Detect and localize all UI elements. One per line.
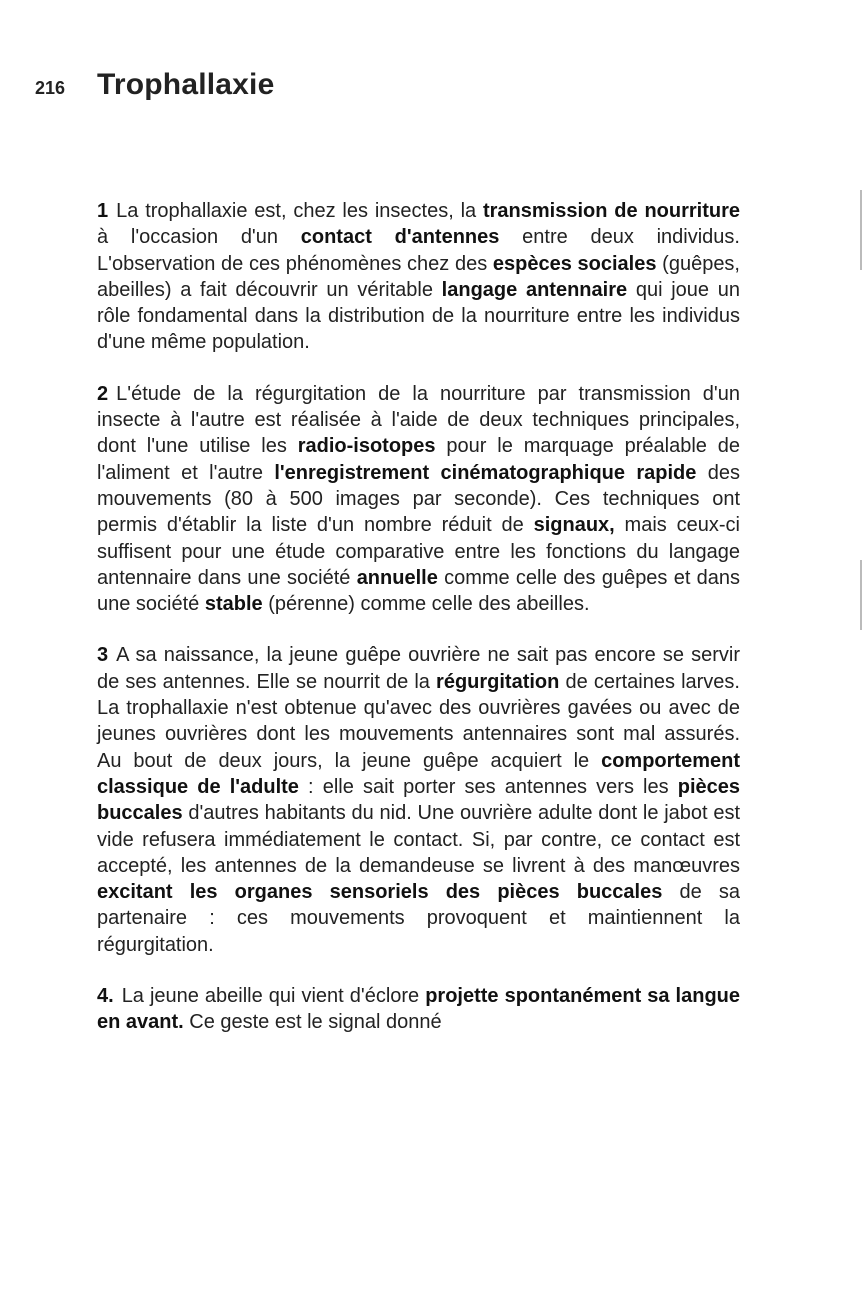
bold-term: l'enregistrement cinématographique rapide (274, 461, 697, 484)
text-run: comme celle des guêpes et dans une société (97, 566, 741, 616)
paragraph-4 (97, 983, 740, 1036)
bold-term: annuelle (356, 566, 438, 589)
text-run: A sa naissance, la jeune guêpe ouvrière ne sait pas encore se servir de ses antennes. Elle se nourrit de la (97, 644, 740, 693)
bold-term: comportement classique de l'adulte (97, 749, 740, 798)
bold-term: langage antennaire (441, 278, 628, 301)
bold-term: excitant les organes sensoriels des pièces buccales (97, 881, 663, 904)
bold-term: radio-isotopes (297, 435, 436, 458)
text-run: de certaines larves. La trophallaxie n'est obtenue qu'avec des ouvrières gavées ou avec de jeunes ouvrières dont les mouvements antennaires sont mal assurés. Au bout de deux jours, la jeune guêpe acquiert le (97, 670, 740, 772)
text-run: des mouvements (80 à 500 images par seconde). Ces techniques ont permis d'établir la liste d'un nombre réduit de (97, 461, 740, 537)
body-text (97, 198, 740, 1061)
paragraph-3 (97, 642, 740, 958)
paragraph-number: 1 (97, 200, 109, 222)
text-run: L'étude de la régurgitation de la nourriture par transmission d'un insecte à l'autre est réalisée à l'aide de deux techniques principales, dont l'une utilise les (97, 382, 740, 458)
text-run: qui joue un rôle fondamental dans la distribution de la nourriture entre les individus d'une même population. (97, 278, 740, 354)
text-run: : elle sait porter ses antennes vers les (298, 775, 678, 798)
bold-term: pièces buccales (97, 775, 740, 825)
bold-term: régurgitation (436, 670, 560, 693)
text-run: pour le marquage préalable de l'aliment et l'autre (97, 435, 741, 484)
bold-term: projette spontanément sa langue en avant. (97, 985, 740, 1034)
paragraph-number: 2 (97, 382, 109, 405)
paragraph-1 (97, 198, 740, 356)
bold-term: espèces sociales (492, 252, 657, 275)
paragraph-number: 3 (97, 644, 109, 667)
bold-term: signaux, (533, 514, 615, 537)
bold-term: contact d'antennes (300, 226, 500, 249)
text-run: (pérenne) comme celle des abeilles. (262, 593, 590, 616)
text-run: La jeune abeille qui vient d'éclore (121, 985, 426, 1008)
page-title: Trophallaxie (97, 68, 275, 101)
scan-edge-mark (860, 560, 862, 630)
text-run: d'autres habitants du nid. Une ouvrière adulte dont le jabot est vide refusera immédiatement le contact. Si, par contre, ce contact est accepté, les antennes de la demandeuse se livrent à des manœuvres (97, 802, 740, 877)
text-run: à l'occasion d'un (97, 226, 301, 249)
text-run: mais ceux-ci suffisent pour une étude comparative entre les fonctions du langage antennaire dans une société (97, 514, 740, 589)
page-number: 216 (35, 78, 66, 98)
text-run: Ce geste est le signal donné (183, 1011, 442, 1034)
text-run: entre deux individus. L'observation de ces phénomènes chez des (97, 226, 740, 275)
paragraph-number: 4. (97, 985, 114, 1008)
text-run: La trophallaxie est, chez les insectes, la (116, 200, 483, 222)
text-run: (guêpes, abeilles) a fait découvrir un véritable (97, 252, 740, 301)
text-run: de sa partenaire : ces mouvements provoquent et maintiennent la régurgitation. (97, 881, 741, 956)
scan-edge-mark (860, 190, 862, 270)
bold-term: transmission de nourriture (482, 200, 740, 222)
paragraph-2 (97, 381, 740, 618)
page-header (35, 68, 274, 102)
bold-term: stable (204, 593, 263, 616)
